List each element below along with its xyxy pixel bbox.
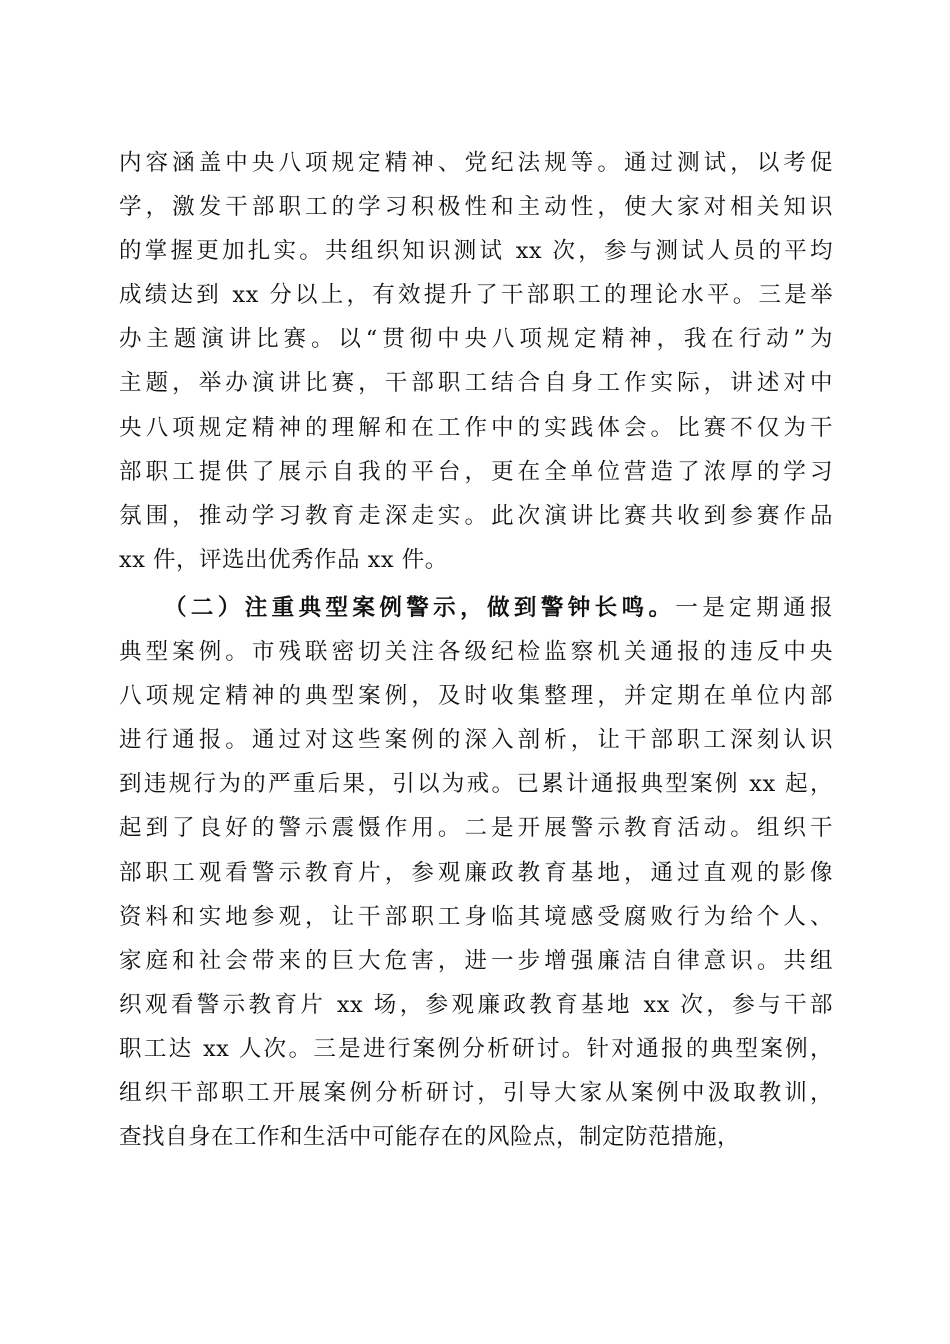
text-fragment: 一是定期通报 <box>675 595 833 621</box>
paragraph-case-warning <box>119 586 833 1159</box>
text-line: 到违规行为的严重后果，引以为戒。已累计通报典型案例 xx 起， <box>119 771 833 798</box>
section-heading: （二）注重典型案例警示，做到警钟长鸣。 <box>164 595 676 621</box>
text-line: 办主题演讲比赛。以“贯彻中央八项规定精神，我在行动”为 <box>119 326 833 353</box>
text-line: 起到了良好的警示震慑作用。二是开展警示教育活动。组织干 <box>119 815 833 842</box>
text-line: 组织干部职工开展案例分析研讨，引导大家从案例中汲取教训， <box>119 1080 833 1107</box>
text-line: 职工达 xx 人次。三是进行案例分析研讨。针对通报的典型案例， <box>119 1035 833 1062</box>
paragraph-study-education <box>119 141 833 582</box>
text-line: 家庭和社会带来的巨大危害，进一步增强廉洁自律意识。共组 <box>119 947 833 974</box>
text-line: 资料和实地参观，让干部职工身临其境感受腐败行为给个人、 <box>119 903 833 930</box>
text-line: 进行通报。通过对这些案例的深入剖析，让干部职工深刻认识 <box>119 727 833 754</box>
text-line: 织观看警示教育片 xx 场，参观廉政教育基地 xx 次，参与干部 <box>119 991 833 1018</box>
text-line: 八项规定精神的典型案例，及时收集整理，并定期在单位内部 <box>119 683 833 710</box>
section-heading-line <box>119 586 833 630</box>
text-line: 成绩达到 xx 分以上，有效提升了干部职工的理论水平。三是举 <box>119 282 833 309</box>
text-line: 典型案例。市残联密切关注各级纪检监察机关通报的违反中央 <box>119 639 833 666</box>
text-line: 学，激发干部职工的学习积极性和主动性，使大家对相关知识 <box>119 194 833 221</box>
text-line: 部职工观看警示教育片，参观廉政教育基地，通过直观的影像 <box>119 859 833 886</box>
text-line: xx 件，评选出优秀作品 xx 件。 <box>119 546 448 573</box>
text-line: 内容涵盖中央八项规定精神、党纪法规等。通过测试，以考促 <box>119 150 833 176</box>
text-line: 央八项规定精神的理解和在工作中的实践体会。比赛不仅为干 <box>119 414 833 441</box>
text-line: 部职工提供了展示自我的平台，更在全单位营造了浓厚的学习 <box>119 458 833 485</box>
text-line: 的掌握更加扎实。共组织知识测试 xx 次，参与测试人员的平均 <box>119 238 833 265</box>
text-line: 主题，举办演讲比赛，干部职工结合自身工作实际，讲述对中 <box>119 370 833 397</box>
text-line: 氛围，推动学习教育走深走实。此次演讲比赛共收到参赛作品 <box>119 502 833 529</box>
text-line: 查找自身在工作和生活中可能存在的风险点，制定防范措施， <box>119 1124 741 1151</box>
